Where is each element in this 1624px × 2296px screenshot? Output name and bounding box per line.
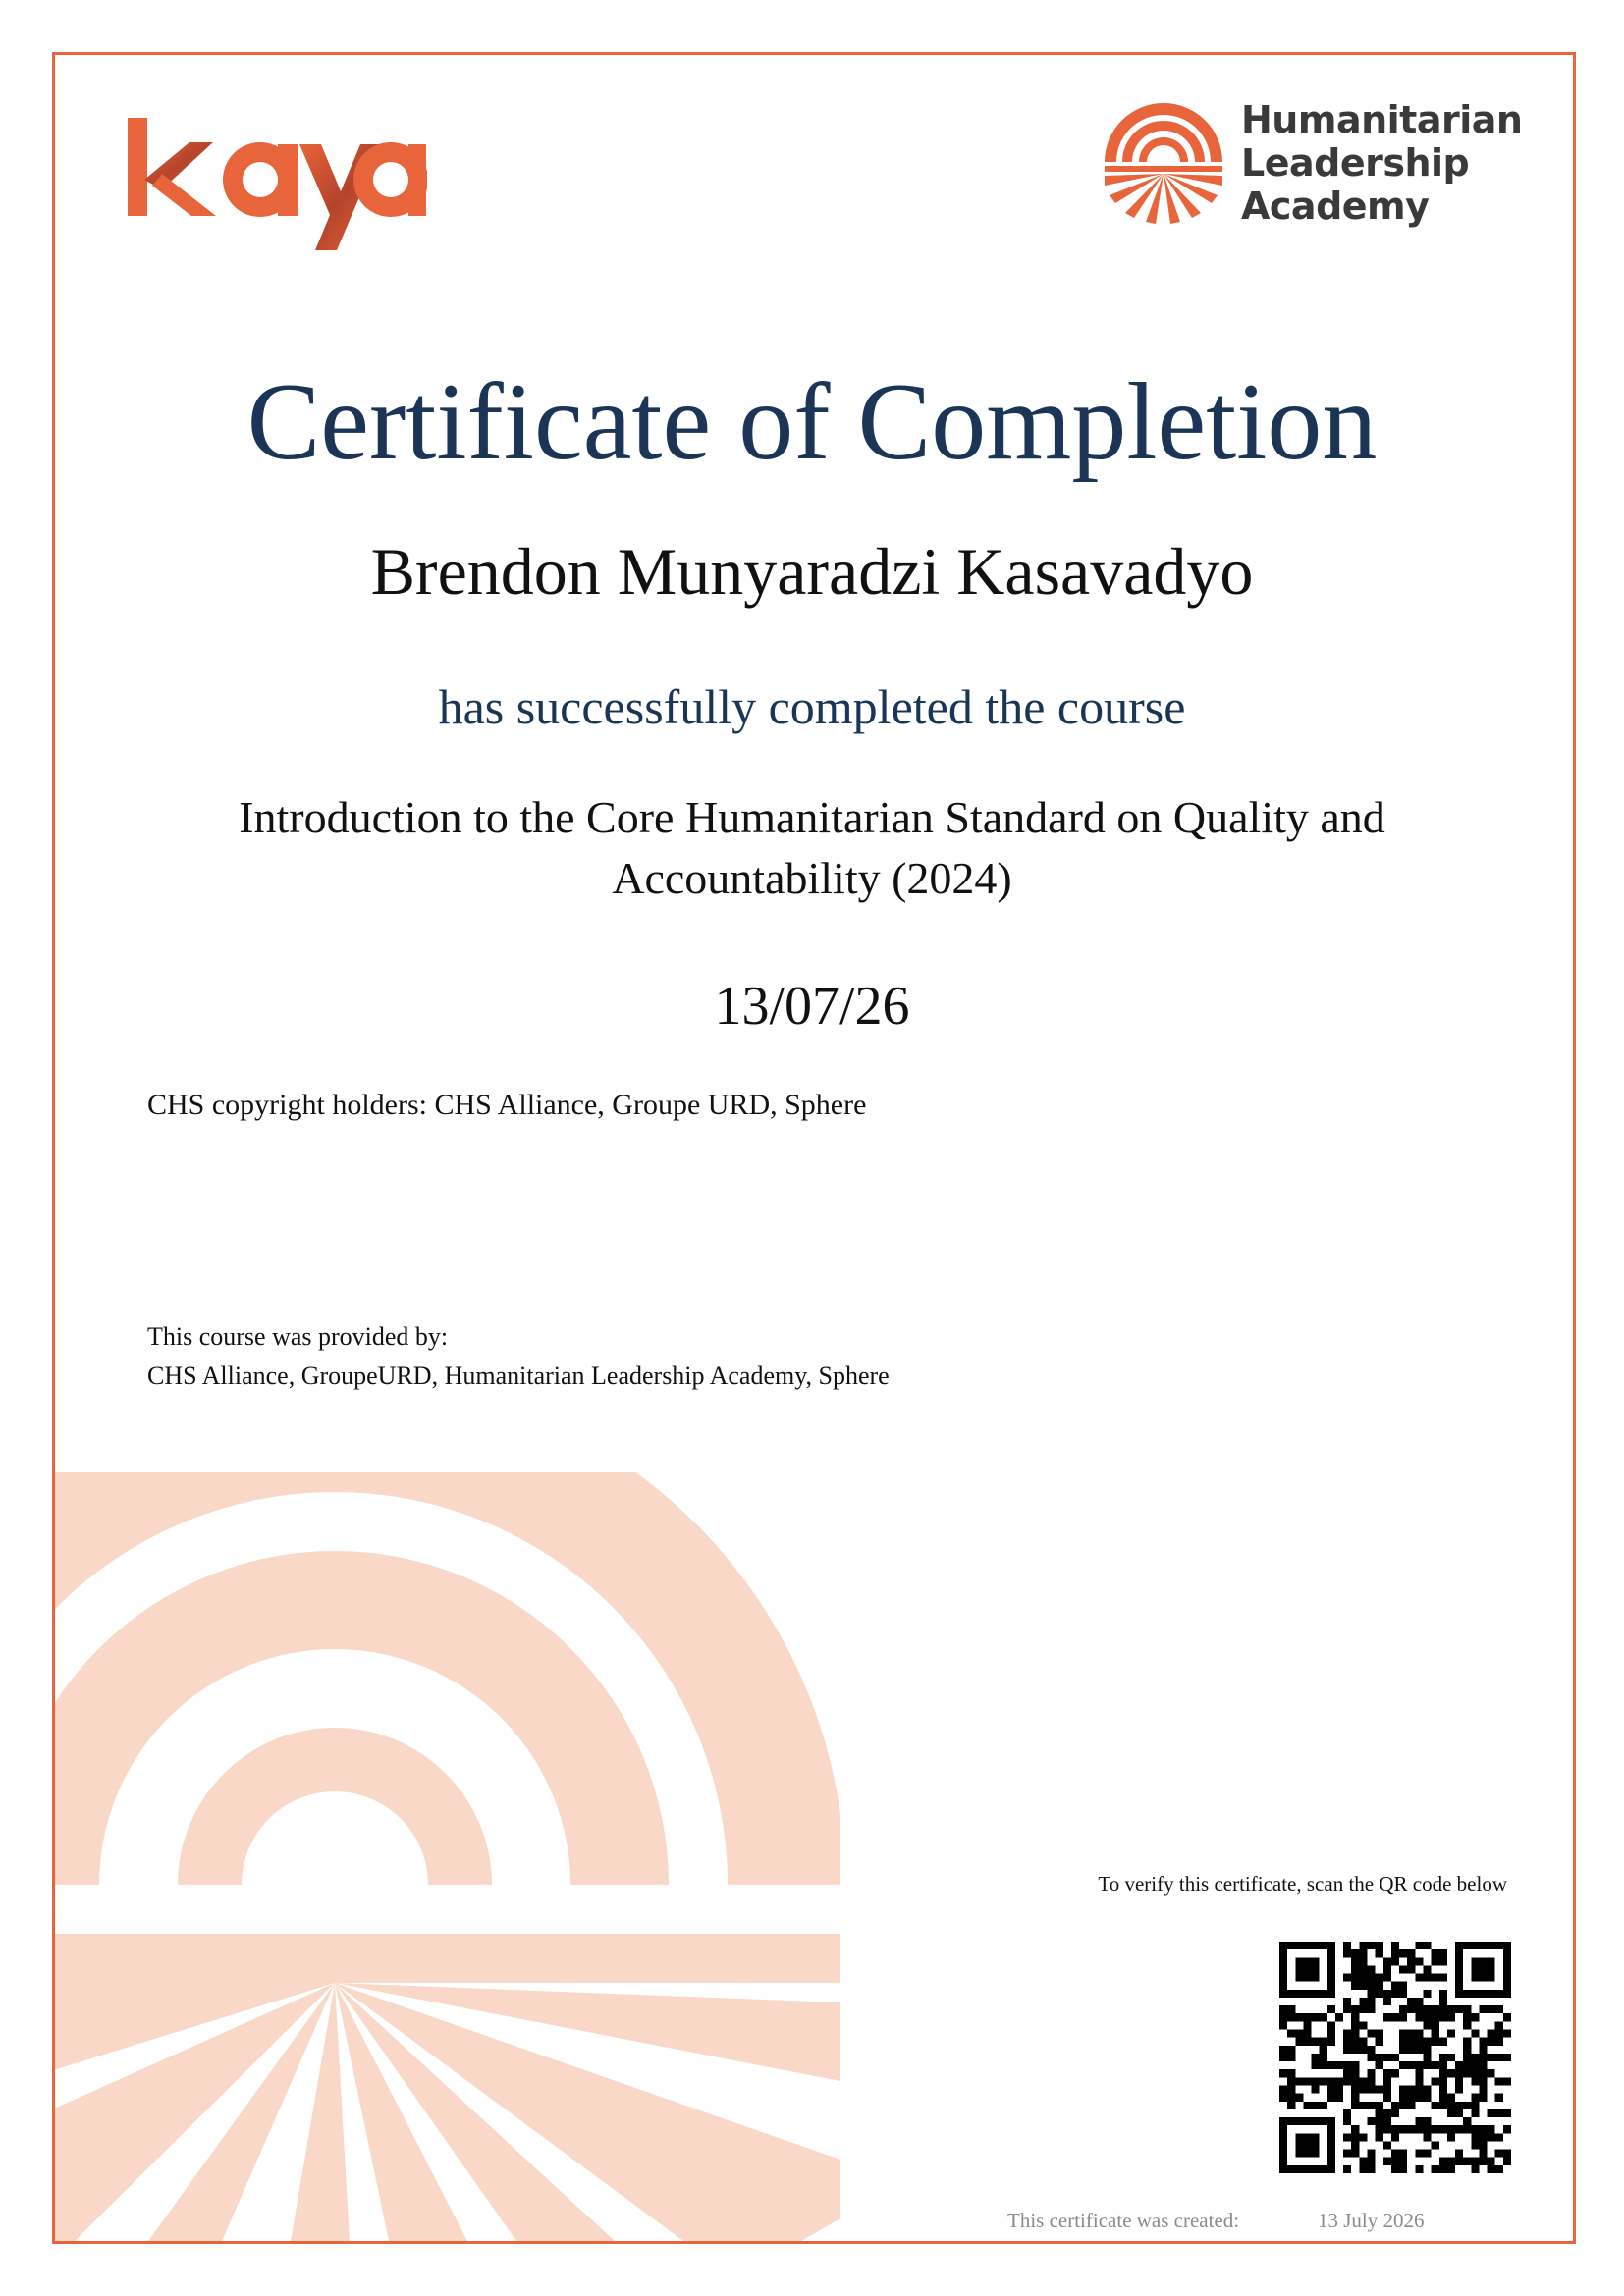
completion-date: 13/07/26 (714, 976, 910, 1037)
sunburst-watermark (55, 1472, 840, 2241)
verification-qr-code[interactable] (1279, 1942, 1511, 2173)
hla-wordmark-line-3: Academy (1241, 185, 1430, 228)
copyright-note: CHS copyright holders: CHS Alliance, Groupe URD, Sphere (147, 1089, 867, 1121)
hla-sunburst-logo (1102, 101, 1225, 225)
provided-by-orgs: CHS Alliance, GroupeURD, Humanitarian Leadership Academy, Sphere (147, 1362, 890, 1390)
hla-wordmark-line-2: Leadership (1241, 141, 1470, 185)
certificate-title: Certificate of Completion (246, 361, 1378, 483)
course-name: Introduction to the Core Humanitarian Standard on Quality and Accountability (2024) (239, 792, 1385, 903)
created-label: This certificate was created: (1007, 2209, 1240, 2232)
hla-wordmark (1241, 98, 1522, 228)
hla-wordmark-line-1: Humanitarian (1241, 98, 1523, 141)
verify-instruction: To verify this certificate, scan the QR code below (1098, 1872, 1507, 1896)
completion-phrase: has successfully completed the course (438, 679, 1186, 734)
kaya-logo (123, 113, 427, 260)
created-date: 13 July 2026 (1318, 2209, 1425, 2232)
recipient-name: Brendon Munyaradzi Kasavadyo (370, 534, 1254, 609)
provided-by-label: This course was provided by: (147, 1322, 449, 1351)
